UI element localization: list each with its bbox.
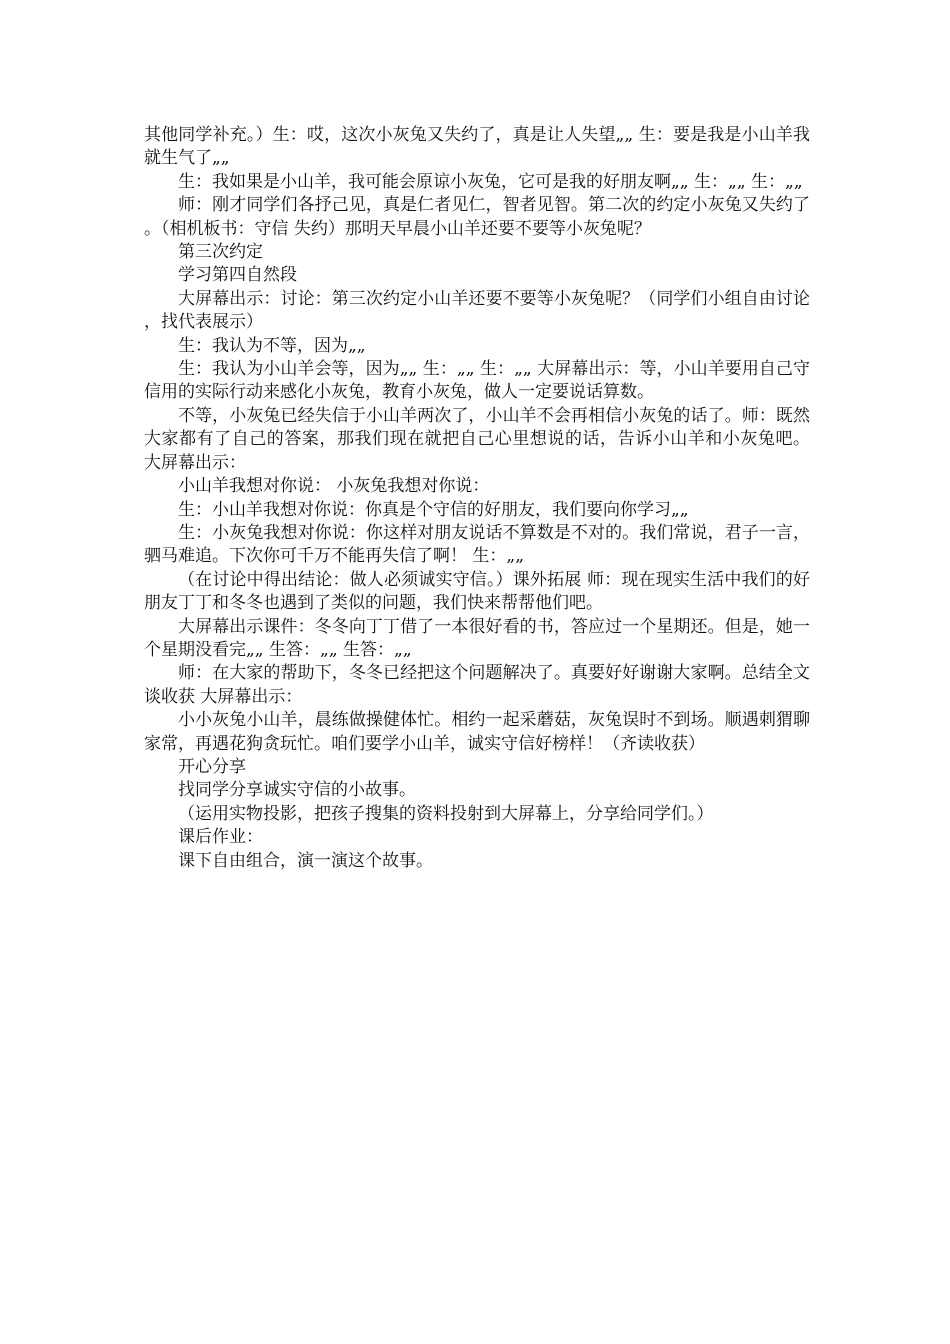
paragraph-19: （运用实物投影，把孩子搜集的资料投射到大屏幕上，分享给同学们。） xyxy=(178,803,714,824)
paragraph-18: 找同学分享诚实守信的小故事。 xyxy=(178,780,416,801)
paragraph-13: （在讨论中得出结论：做人必须诚实守信。）课外拓展 师：现在现实生活中我们的好朋友丁丁和冬冬也遇到了类似的问题，我们快来帮帮他们吧。 xyxy=(144,569,810,614)
paragraph-10: 小山羊我想对你说： 小灰兔我想对你说： xyxy=(178,476,490,497)
paragraph-21: 课下自由组合，演一演这个故事。 xyxy=(178,850,433,871)
paragraph-2: 生：我如果是小山羊，我可能会原谅小灰兔，它可是我的好朋友啊„„ 生：„„ 生：„„ xyxy=(178,171,803,192)
paragraph-15: 师：在大家的帮助下，冬冬已经把这个问题解决了。真要好好谢谢大家啊。总结全文 谈收获 大屏幕出示： xyxy=(144,663,810,707)
paragraph-12: 生：小灰兔我想对你说：你这样对朋友说话不算数是不对的。我们常说，君子一言，驷马难追。下次你可千万不能再失信了啊！ 生：„„ xyxy=(144,522,810,567)
paragraph-6: 大屏幕出示：讨论：第三次约定小山羊还要不要等小灰兔呢？（同学们小组自由讨论，找代表展示） xyxy=(144,288,810,333)
paragraph-1: 其他同学补充。）生：哎，这次小灰兔又失约了，真是让人失望„„ 生：要是我是小山羊我就生气了„„ xyxy=(144,125,810,169)
paragraph-17: 开心分享 xyxy=(178,756,246,777)
paragraph-8: 生：我认为小山羊会等，因为„„ 生：„„ 生：„„ 大屏幕出示：等，小山羊要用自己守信用的实际行动来感化小灰兔，教育小灰兔，做人一定要说话算数。 xyxy=(144,359,810,403)
paragraph-16: 小小灰兔小山羊，晨练做操健体忙。相约一起采蘑菇，灰兔误时不到场。顺遇刺猬聊家常，再遇花狗贪玩忙。咱们要学小山羊，诚实守信好榜样！（齐读收获） xyxy=(144,710,810,754)
paragraph-5: 学习第四自然段 xyxy=(178,265,297,286)
paragraph-4: 第三次约定 xyxy=(178,242,263,263)
paragraph-9: 不等，小灰兔已经失信于小山羊两次了，小山羊不会再相信小灰兔的话了。师：既然大家都有了自己的答案，那我们现在就把自己心里想说的话，告诉小山羊和小灰兔吧。 大屏幕出示： xyxy=(144,405,810,473)
paragraph-7: 生：我认为不等，因为„„ xyxy=(178,335,366,356)
paragraph-3: 师：刚才同学们各抒己见，真是仁者见仁，智者见智。第二次的约定小灰兔又失约了。（相机板书：守信 失约）那明天早晨小山羊还要不要等小灰兔呢？ xyxy=(144,195,810,239)
paragraph-20: 课后作业： xyxy=(178,827,263,848)
paragraph-11: 生：小山羊我想对你说：你真是个守信的好朋友，我们要向你学习„„ xyxy=(178,499,689,520)
paragraph-14: 大屏幕出示课件：冬冬向丁丁借了一本很好看的书，答应过一个星期还。但是，她一个星期没看完„„ 生答：„„ 生答：„„ xyxy=(144,616,810,660)
document-page xyxy=(144,124,810,873)
